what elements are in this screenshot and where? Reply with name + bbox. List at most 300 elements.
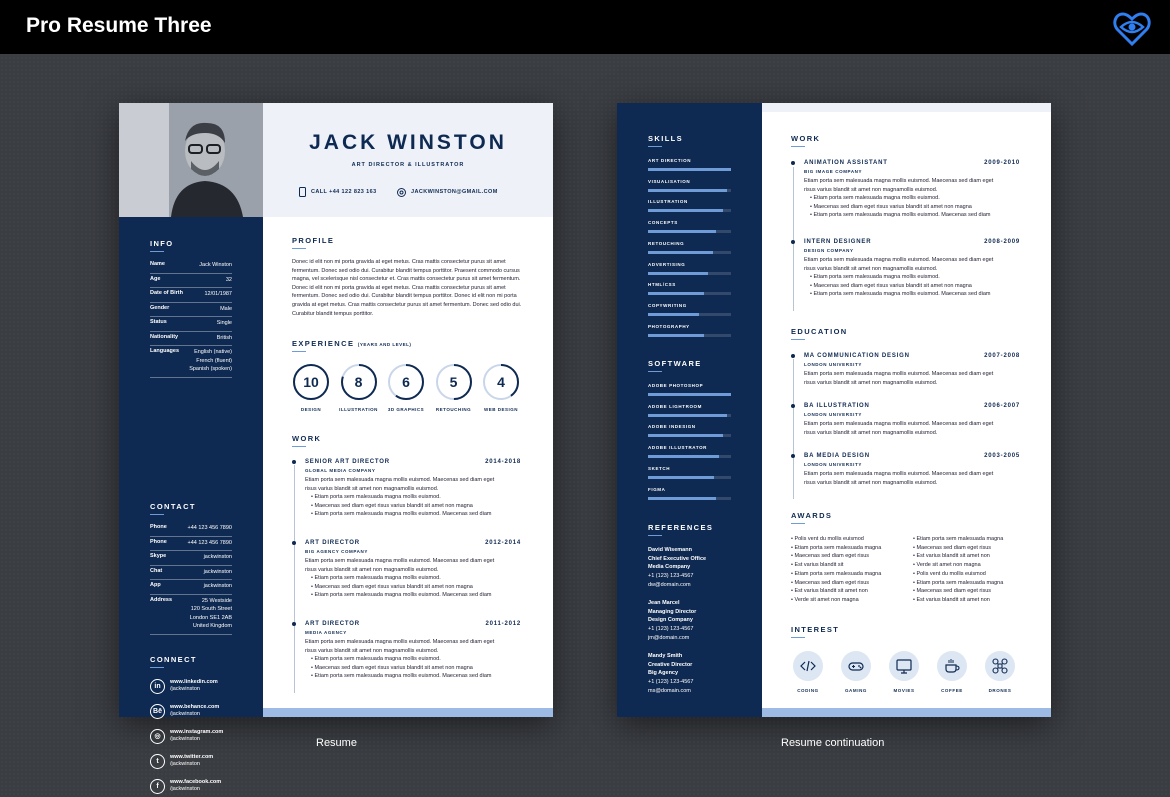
skill-label: ADOBE ILLUSTRATOR [648,445,708,451]
kv-key: Name [150,261,165,267]
kv-row [150,539,232,554]
skill-track [648,497,731,500]
entry-years: 2003-2005 [984,453,1020,459]
resume-footer-bar [263,708,553,717]
continuation-footer-bar [762,708,1051,717]
bullet-text: Etiam porta sem malesuada magna mollis euismod. Maecenas sed diam [314,592,492,599]
entry-description: Etiam porta sem malesuada magna mollis euismod. Maecenas sed diam eget risus varius blandit sit amet non magnamollis euismod. [804,178,994,193]
app-title: Pro Resume Three [26,14,212,37]
skill-track [648,476,731,479]
social-site: www.linkedin.com [170,679,218,685]
entry-bullet [311,511,491,517]
entry-bullet [311,665,473,671]
kv-divider [150,287,232,288]
bullet-text: Etiam porta sem malesuada magna mollis euismod. Maecenas sed diam [314,511,492,518]
kv-divider [150,331,232,332]
kv-key: Phone [150,524,167,530]
kv-divider [150,377,232,378]
bullet-text: Etiam porta sem malesuada magna mollis euismod. [314,656,441,662]
reference-company: Media Company [648,564,691,571]
skill-bar [648,199,731,219]
social-handle: /jackwinston [170,686,200,692]
reference-email: ms@domain.com [648,687,691,694]
entry-bullet [810,195,940,201]
profile-underline [292,248,306,249]
skill-track [648,455,731,458]
timeline-dot [791,240,795,244]
skill-fill [648,168,731,171]
kv-divider [150,550,232,551]
social-link[interactable] [150,752,250,772]
candidate-name: JACK WINSTON [309,131,507,154]
bullet-glyph: • [810,282,814,289]
interest-title: INTEREST [791,625,840,634]
bullet-text: Maecenas sed diam eget risus varius blandit sit amet non magna [813,203,972,210]
software-title: SOFTWARE [648,359,702,368]
skill-label: CONCEPTS [648,220,678,226]
skill-track [648,313,731,316]
drone-icon [992,658,1008,674]
skill-label: ILLUSTRATION [648,199,688,205]
kv-key: Nationality [150,333,179,340]
kv-row [150,568,232,583]
reference-name: David Wisemann [648,547,692,553]
skill-label: ADOBE INDESIGN [648,424,696,430]
bullet-text: Etiam porta sem malesuada magna mollis euismod. [813,195,940,201]
timeline-entry [804,353,1020,403]
reference-entry [648,599,696,643]
reference-role: Creative Director [648,661,693,668]
skill-label: ART DIRECTION [648,158,692,163]
skill-label: ADOBE PHOTOSHOP [648,383,704,388]
interest-label: CODING [797,688,819,693]
timeline-entry [305,621,521,702]
award-item: • Est varius blandit sit amet non [913,553,990,560]
timeline-entry [804,453,1020,503]
timeline-dot [791,354,795,358]
kv-value: jackwinston [203,568,232,575]
entry-years: 2011-2012 [485,621,521,627]
interest-badge [793,651,823,681]
award-item: • Est varius blandit sit amet non [913,596,990,603]
bullet-glyph: • [311,592,315,599]
entry-title: ART DIRECTOR [305,540,360,546]
work-timeline [294,465,295,693]
caption-resume-continuation: Resume continuation [781,737,885,749]
skill-bar [648,220,731,240]
reference-phone: +1 (123) 123-4567 [648,626,694,633]
award-item: • Est varius blandit sit amet non [791,588,868,595]
social-handle: /jackwinston [170,761,200,767]
interest-badge [841,651,871,681]
interest-badge [937,651,967,681]
reference-company: Big Agency [648,670,679,677]
continuation-top-strip [762,103,1051,112]
skill-fill [648,189,727,192]
work-title: WORK [292,434,322,443]
work-title-2: WORK [791,134,821,143]
education-title: EDUCATION [791,327,848,336]
reference-name: Jean Marcel [648,600,680,606]
gamepad-icon [848,658,864,674]
entry-bullet [810,291,990,297]
bullet-text: Etiam porta sem malesuada magna mollis euismod. Maecenas sed diam [314,673,492,680]
reference-entry [648,652,693,696]
ring-label: WEB DESIGN [483,407,518,412]
heart-eye-logo-icon [1112,8,1152,48]
timeline-entry [804,239,1020,318]
kv-value: British [216,334,232,341]
kv-value: 32 [225,276,232,283]
kv-key: Phone [150,538,167,545]
kv-value: +44 123 456 7890 [187,539,232,546]
award-item: • Polis vent du mollis euismod [913,570,986,577]
kv-value: +44 123 456 7890 [187,525,232,531]
entry-bullet [810,283,972,289]
kv-divider [150,594,232,595]
kv-key: Gender [150,304,170,311]
skill-fill [648,230,716,233]
bullet-text: Etiam porta sem malesuada magna mollis euismod. Maecenas sed diam [813,212,991,219]
interest-label: MOVIES [893,688,915,693]
skills-title: SKILLS [648,134,684,143]
references-underline [648,535,662,536]
kv-key: Skype [150,553,167,559]
top-bar [0,0,1170,54]
award-item: • Est varius blandit sit [791,562,844,569]
timeline-entry [305,459,521,540]
skill-bar [648,179,731,199]
reference-role: Managing Director [648,608,697,615]
bullet-text: Maecenas sed diam eget risus varius blandit sit amet non magna [314,583,473,590]
interest-label: DRONES [988,688,1012,693]
entry-title: BA ILLUSTRATION [804,403,870,409]
social-link[interactable] [150,777,250,797]
reference-entry [648,546,706,590]
bullet-text: Etiam porta sem malesuada magna mollis euismod. [314,575,441,581]
resume-sidebar [119,217,263,792]
skill-fill [648,497,716,500]
entry-description: Etiam porta sem malesuada magna mollis euismod. Maecenas sed diam eget risus varius blandit sit amet non magnamollis euismod. [305,639,495,654]
reference-name: Mandy Smith [648,653,683,659]
kv-value: jackwinston [203,554,232,560]
entry-title: ANIMATION ASSISTANT [804,160,888,166]
skill-bar [648,404,731,424]
entry-description: Etiam porta sem malesuada magna mollis euismod. Maecenas sed diam eget risus varius blandit sit amet non magnamollis euismod. [305,558,495,573]
bullet-text: Maecenas sed diam eget risus varius blandit sit amet non magna [314,664,473,671]
kv-value: English (native) French (fluent) Spanish (spoken) [189,349,232,372]
skill-fill [648,251,713,254]
timeline-entry [804,160,1020,239]
entry-years: 2009-2010 [984,160,1020,166]
skill-fill [648,476,714,479]
award-item: • Verde sit amet non magna [913,562,981,569]
ring-value: 10 [303,374,319,390]
skill-bar [648,324,731,344]
reference-phone: +1 (123) 123-4567 [648,679,694,686]
ring-label: RETOUCHING [435,407,472,412]
skill-label: SKETCH [648,465,671,471]
reference-email: jm@domain.com [648,634,690,641]
entry-company: DESIGN COMPANY [804,248,854,253]
bullet-glyph: • [311,502,315,509]
entry-bullet [311,592,491,598]
reference-role: Chief Executive Office [648,555,707,562]
kv-value: Male [220,305,232,312]
interest-underline [791,637,805,638]
skill-bar [648,466,731,486]
bullet-text: Etiam porta sem malesuada magna mollis euismod. [813,274,940,280]
skill-label: COPYWRITING [648,302,687,308]
skill-track [648,189,731,192]
education-timeline [793,359,794,499]
education-underline [791,339,805,340]
skill-bar [648,424,731,444]
connect-underline [150,667,164,668]
kv-divider [150,316,232,317]
timeline-dot [791,404,795,408]
skill-fill [648,455,719,458]
kv-key: Chat [150,567,163,574]
entry-description: Etiam porta sem malesuada magna mollis euismod. Maecenas sed diam eget risus varius blandit sit amet non magnamollis euismod. [804,371,994,386]
entry-title: BA MEDIA DESIGN [804,453,870,459]
social-handle: /jackwinston [170,786,200,792]
ring-value: 6 [402,374,410,390]
skill-bar [648,487,731,507]
skill-track [648,334,731,337]
facebook-icon: f [150,779,165,794]
bullet-glyph: • [810,274,814,280]
entry-description: Etiam porta sem malesuada magna mollis euismod. Maecenas sed diam eget risus varius blandit sit amet non magnamollis euismod. [804,421,994,436]
kv-row [150,348,232,380]
kv-row [150,290,232,305]
phone-icon [299,187,306,197]
entry-bullet [810,274,940,280]
kv-value: Jack Winston [199,262,232,268]
kv-row [150,261,232,276]
entry-bullet [810,212,990,218]
references-title: REFERENCES [648,523,714,532]
entry-description: Etiam porta sem malesuada magna mollis euismod. Maecenas sed diam eget risus varius blandit sit amet non magnamollis euismod. [804,257,994,272]
timeline-entry [305,540,521,621]
bullet-text: Maecenas sed diam eget risus varius blandit sit amet non magna [813,282,972,289]
skill-fill [648,272,708,275]
entry-years: 2008-2009 [984,239,1020,245]
ring-label: 3D GRAPHICS [387,407,425,412]
skill-label: PHOTOGRAPHY [648,323,690,329]
email-icon [397,188,406,197]
skill-fill [648,393,731,396]
social-handle: /jackwinston [170,736,200,742]
skill-fill [648,209,723,212]
interest-label: COFFEE [941,688,963,693]
skill-bar [648,383,731,403]
skill-bar [648,158,731,178]
skills-underline [648,146,662,147]
reference-company: Design Company [648,617,693,624]
skill-fill [648,292,704,295]
entry-bullet [311,656,441,662]
profile-title: PROFILE [292,236,335,245]
kv-row [150,305,232,320]
award-item: • Etiam porta sem malesuada magna [791,544,882,551]
kv-value: 12/01/1987 [204,291,232,297]
kv-divider [150,565,232,566]
timeline-entry [804,403,1020,453]
twitter-icon: t [150,754,165,769]
header-phone: CALL +44 122 823 163 [311,189,377,195]
award-item: • Etiam porta sem malesuada magna [913,536,1004,542]
timeline-dot [791,161,795,165]
profile-photo [119,103,263,217]
caption-resume: Resume [316,737,357,749]
entry-years: 2006-2007 [984,403,1020,409]
entry-title: SENIOR ART DIRECTOR [305,459,390,465]
kv-divider [150,536,232,537]
award-item: • Maecenas sed diam eget risus [913,588,992,595]
interest-label: GAMING [844,688,868,693]
social-link[interactable] [150,702,250,722]
timeline-dot [292,460,296,464]
interest-badge [985,651,1015,681]
entry-description: Etiam porta sem malesuada magna mollis euismod. Maecenas sed diam eget risus varius blandit sit amet non magnamollis euismod. [305,477,495,492]
skill-track [648,292,731,295]
instagram-icon: ◎ [150,729,165,744]
linkedin-icon: in [150,679,165,694]
skill-bar [648,262,731,282]
timeline-dot [292,541,296,545]
award-item: • Etiam porta sem malesuada magna [791,570,882,577]
entry-years: 2014-2018 [485,459,521,465]
skill-track [648,251,731,254]
interest-badge [889,651,919,681]
kv-value: 25 Westside 120 South Street London SE1 2AB United Kingdom [189,597,232,629]
kv-row [150,524,232,539]
entry-years: 2012-2014 [485,540,521,546]
kv-key: Address [150,596,173,603]
bullet-glyph: • [311,664,315,671]
profile-text: Donec id elit non mi porta gravida at eget metus. Cras mattis consectetur purus sit amet fermentum. Donec sed odio dui. Curabitur blandit tempus porttitor. Praesent commodo cursus magna, vel scelerisque nisl consectetur et. Cras mattis consectetur purus sit amet fermentum. Donec id elit non mi porta gravida at eget metus. Cras mattis consectetur purus sit amet fermentum. Donec sed odio dui. Curabitur blandit tempus porttitor. Donec id elit non mi porta gravida at eget metus. Cras mattis consectetur purus sit amet fermentum. Donec sed odio dui. Curabitur blandit tempus porttitor. [292,259,522,317]
kv-divider [150,579,232,580]
kv-key: Age [150,275,161,282]
work-underline [292,446,306,447]
experience-ring [340,363,378,401]
social-site: www.instagram.com [170,729,224,735]
skill-fill [648,313,699,316]
bullet-text: Etiam porta sem malesuada magna mollis euismod. Maecenas sed diam [813,291,991,298]
social-text [170,704,219,718]
bullet-glyph: • [810,203,814,210]
continuation-sidebar [617,103,762,717]
kv-key: Date of Birth [150,290,183,296]
ring-value: 8 [354,374,363,390]
bullet-text: Maecenas sed diam eget risus varius blandit sit amet non magna [314,502,473,509]
info-title: INFO [150,239,174,248]
ring-value: 4 [497,374,505,390]
social-site: www.twitter.com [170,754,214,760]
skill-bar [648,282,731,302]
entry-bullet [311,575,441,581]
experience-ring [292,363,330,401]
kv-row [150,597,232,637]
social-text [170,779,221,793]
connect-title: CONNECT [150,655,197,664]
ring-label: ILLUSTRATION [339,407,378,412]
skill-label: ADVERTISING [648,261,686,267]
software-underline [648,371,662,372]
award-item: • Etiam porta sem malesuada magna [913,579,1004,586]
entry-company: BIG AGENCY COMPANY [305,549,368,554]
bullet-glyph: • [311,511,315,518]
kv-divider [150,273,232,274]
kv-divider [150,302,232,303]
reference-email: dw@domain.com [648,581,691,588]
skill-track [648,230,731,233]
entry-company: BIG IMAGE COMPANY [804,169,863,174]
skill-label: FIGMA [648,486,666,492]
award-item: • Verde sit amet non magna [791,596,859,603]
kv-row [150,553,232,568]
experience-title: EXPERIENCE (YEARS AND LEVEL) [292,339,412,348]
bullet-glyph: • [311,583,315,590]
work-underline-2 [791,146,805,147]
entry-description: Etiam porta sem malesuada magna mollis euismod. Maecenas sed diam eget risus varius blandit sit amet non magnamollis euismod. [804,471,994,486]
entry-title: INTERN DESIGNER [804,239,872,245]
kv-divider [150,345,232,346]
skill-label: HTML/CSS [648,282,676,288]
social-text [170,729,223,743]
timeline-dot [791,454,795,458]
social-link[interactable] [150,727,250,747]
award-item: • Polis vent du mollis euismod [791,536,864,542]
skill-bar [648,303,731,323]
contact-title: CONTACT [150,502,196,511]
skill-track [648,168,731,171]
skill-bar [648,445,731,465]
reference-phone: +1 (123) 123-4567 [648,573,694,580]
skill-bar [648,241,731,261]
social-site: www.behance.com [170,704,220,710]
bullet-glyph: • [311,575,315,581]
entry-title: ART DIRECTOR [305,621,360,627]
header-email: JACKWINSTON@GMAIL.COM [411,189,498,195]
kv-value: jackwinston [203,583,232,589]
resume-continuation-page [617,103,1051,717]
social-link[interactable] [150,677,250,697]
skill-fill [648,414,727,417]
coffee-icon [944,658,960,674]
kv-key: Languages [150,348,180,354]
award-item: • Maecenas sed diam eget risus [791,579,870,586]
entry-bullet [311,584,473,590]
info-underline [150,251,164,252]
skill-fill [648,434,723,437]
candidate-role: ART DIRECTOR & ILLUSTRATOR [351,162,465,168]
bullet-glyph: • [311,656,315,662]
entry-title: MA COMMUNICATION DESIGN [804,353,910,359]
social-site: www.facebook.com [170,779,222,785]
skill-track [648,209,731,212]
bullet-glyph: • [311,494,315,500]
kv-divider [150,634,232,635]
entry-company: LONDON UNIVERSITY [804,462,862,467]
entry-bullet [311,494,441,500]
entry-bullet [311,673,491,679]
timeline-dot [292,622,296,626]
experience-ring [387,363,425,401]
kv-value: Single [216,320,232,326]
kv-key: App [150,582,161,588]
